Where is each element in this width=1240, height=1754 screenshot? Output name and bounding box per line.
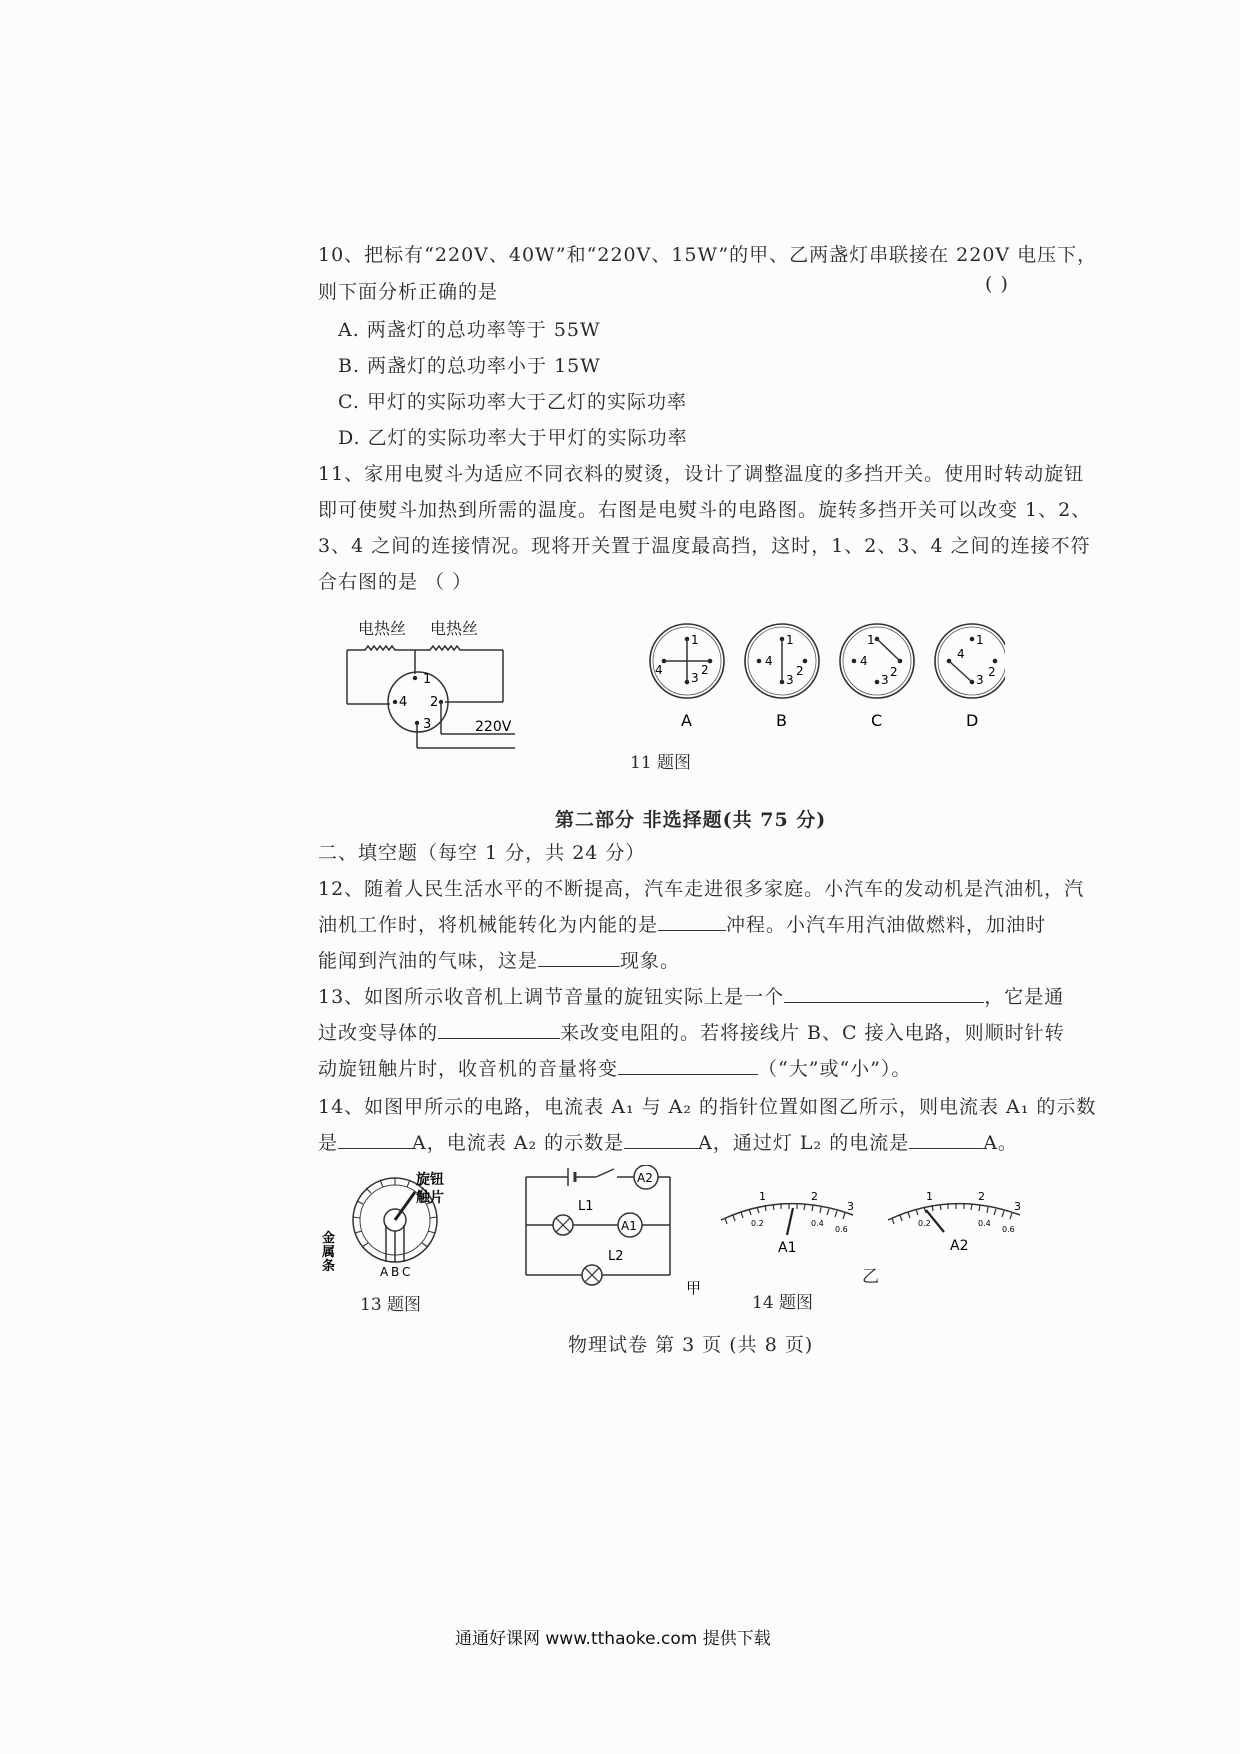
svg-text:3: 3: [881, 673, 889, 687]
q14-m1-tick-3: 3: [847, 1200, 854, 1213]
q14-line2-b: A，电流表 A₂ 的示数是: [412, 1132, 625, 1154]
q14-m2-subtick-3: 0.6: [1002, 1225, 1015, 1234]
q14-circuit-figure: [518, 1165, 713, 1295]
svg-text:2: 2: [988, 665, 996, 679]
q11-dial-b: [745, 624, 819, 698]
q12-line2: [318, 910, 1046, 937]
q13-strip-label-1: 金: [322, 1231, 336, 1246]
q11-wire1-label: 电热丝: [358, 619, 407, 638]
q10-option-d: D. 乙灯的实际功率大于甲灯的实际功率: [338, 427, 688, 449]
q13-strip-label-2: 属: [322, 1245, 336, 1260]
q11-choice-a-label: A: [681, 711, 692, 730]
part2-title: 第二部分 非选择题(共 75 分): [555, 809, 827, 831]
q11-choice-b-label: B: [776, 711, 787, 730]
q13-blank-3[interactable]: [618, 1055, 758, 1075]
q13-blank-1[interactable]: [784, 983, 984, 1003]
q14-lamp-l2-label: L2: [608, 1249, 624, 1264]
q14-meter-a1: [715, 1180, 865, 1260]
q14-m2-tick-1: 1: [926, 1190, 933, 1203]
q14-caption: 14 题图: [752, 1293, 814, 1313]
svg-text:3: 3: [691, 671, 699, 685]
q14-meter-a1-name: A1: [778, 1240, 797, 1256]
svg-text:2: 2: [701, 663, 709, 677]
q14-figure-yi-label: 乙: [862, 1267, 879, 1287]
q14-m2-tick-3: 3: [1014, 1200, 1021, 1213]
svg-text:1: 1: [867, 633, 875, 647]
svg-text:3: 3: [786, 673, 794, 687]
q11-choice-dials: [645, 620, 1005, 730]
q11-caption: 11 题图: [630, 753, 692, 773]
svg-text:2: 2: [796, 664, 804, 678]
svg-text:4: 4: [765, 654, 773, 668]
q11-line3: 3、4 之间的连接情况。现将开关置于温度最高挡，这时，1、2、3、4 之间的连接不符: [318, 535, 1091, 557]
q11-dial-c: [840, 624, 914, 698]
fill-in-section-title: 二、填空题（每空 1 分，共 24 分）: [318, 842, 646, 864]
svg-text:2: 2: [890, 665, 898, 679]
q11-dial-d: [935, 624, 1005, 698]
q12-blank-2[interactable]: [538, 947, 620, 967]
page-footer: 物理试卷 第 3 页 (共 8 页): [568, 1334, 814, 1356]
q14-m2-subtick-1: 0.2: [918, 1219, 931, 1228]
q11-dial-a: [650, 624, 724, 698]
q14-m1-subtick-3: 0.6: [835, 1225, 848, 1234]
q11-terminal-2: 2: [430, 695, 439, 710]
q10-option-c: C. 甲灯的实际功率大于乙灯的实际功率: [338, 391, 687, 413]
q14-line2-c: A，通过灯 L₂ 的电流是: [698, 1132, 910, 1154]
q12-line3-a: 能闻到汽油的气味，这是: [318, 950, 539, 972]
svg-text:1: 1: [786, 633, 794, 647]
q11-line4: 合右图的是 （ ）: [318, 571, 473, 593]
q12-line2-a: 油机工作时，将机械能转化为内能的是: [318, 914, 659, 936]
q13-blank-2[interactable]: [438, 1019, 560, 1039]
q13-caption: 13 题图: [360, 1295, 422, 1315]
q10-answer-paren: ( ): [985, 273, 1009, 295]
q13-line1: [318, 982, 1064, 1009]
q14-m2-subtick-2: 0.4: [978, 1219, 991, 1228]
q11-line1: 11、家用电熨斗为适应不同衣料的熨烫，设计了调整温度的多挡开关。使用时转动旋钮: [318, 463, 1085, 485]
svg-text:4: 4: [860, 654, 868, 668]
q13-contact-label: 触片: [416, 1190, 444, 1206]
q13-line1-a: 13、如图所示收音机上调节音量的旋钮实际上是一个: [318, 986, 785, 1008]
q13-potentiometer-figure: [320, 1170, 470, 1280]
q13-knob-label: 旋钮: [416, 1172, 444, 1188]
q14-m1-subtick-2: 0.4: [811, 1219, 824, 1228]
q12-blank-1[interactable]: [658, 911, 726, 931]
q14-meter-a2-name: A2: [950, 1238, 969, 1254]
q10-option-a: A. 两盏灯的总功率等于 55W: [338, 319, 601, 341]
q14-blank-3[interactable]: [909, 1129, 983, 1149]
q13-strip-label-3: 条: [322, 1259, 336, 1274]
svg-text:1: 1: [976, 633, 984, 647]
svg-text:1: 1: [691, 633, 699, 647]
q14-blank-1[interactable]: [338, 1129, 412, 1149]
q14-line2-a: 是: [318, 1132, 339, 1154]
q14-m1-tick-1: 1: [759, 1190, 766, 1203]
q14-line1: 14、如图甲所示的电路，电流表 A₁ 与 A₂ 的指针位置如图乙所示，则电流表 A₁ 的示数: [318, 1096, 1097, 1118]
svg-text:3: 3: [976, 673, 984, 687]
site-footer[interactable]: 通通好课网 www.tthaoke.com 提供下载: [455, 1629, 771, 1649]
q12-line2-b: 冲程。小汽车用汽油做燃料，加油时: [726, 914, 1047, 936]
q11-choice-c-label: C: [871, 711, 883, 730]
q14-ammeter-a2-label: A2: [637, 1171, 653, 1185]
q13-terminal-b: B: [391, 1265, 400, 1279]
q14-figure-jia-label: 甲: [686, 1279, 702, 1295]
q10-option-b: B. 两盏灯的总功率小于 15W: [338, 355, 601, 377]
q14-m1-tick-2: 2: [811, 1190, 818, 1203]
q13-line3-a: 动旋钮触片时，收音机的音量将变: [318, 1058, 619, 1080]
q11-wire2-label: 电热丝: [430, 619, 479, 638]
q13-line2: [318, 1018, 1065, 1045]
q11-line2: 即可使熨斗加热到所需的温度。右图是电熨斗的电路图。旋转多挡开关可以改变 1、2、: [318, 499, 1092, 521]
q11-terminal-3: 3: [423, 717, 432, 732]
svg-text:4: 4: [655, 663, 663, 677]
q13-line1-b: ，它是通: [984, 986, 1065, 1008]
q14-ammeter-a1-label: A1: [621, 1219, 637, 1233]
q13-line3: [318, 1054, 911, 1081]
q14-blank-2[interactable]: [624, 1129, 698, 1149]
q11-choice-d-label: D: [966, 711, 979, 730]
q13-terminal-a: A: [380, 1265, 389, 1279]
q13-line2-b: 来改变电阻的。若将接线片 B、C 接入电路，则顺时针转: [560, 1022, 1065, 1044]
svg-text:4: 4: [957, 647, 965, 661]
q10-line1: 10、把标有“220V、40W”和“220V、15W”的甲、乙两盏灯串联接在 220V 电压下，: [318, 244, 1098, 266]
q10-line2: 则下面分析正确的是: [318, 281, 499, 303]
q14-lamp-l1-label: L1: [578, 1199, 594, 1214]
q14-meter-a2: [882, 1180, 1032, 1260]
q13-line3-b: （“大”或“小”）。: [758, 1058, 912, 1080]
q11-voltage-label: 220V: [475, 719, 512, 735]
q14-line2-d: A。: [983, 1132, 1018, 1154]
q12-line1: 12、随着人民生活水平的不断提高，汽车走进很多家庭。小汽车的发动机是汽油机，汽: [318, 878, 1085, 900]
q14-line2: [318, 1128, 1018, 1155]
q11-circuit-figure: [335, 618, 525, 758]
q13-line2-a: 过改变导体的: [318, 1022, 439, 1044]
q11-terminal-4: 4: [399, 695, 408, 710]
q14-m1-subtick-1: 0.2: [751, 1219, 764, 1228]
q12-line3: [318, 946, 680, 973]
q11-terminal-1: 1: [423, 672, 432, 687]
q14-m2-tick-2: 2: [978, 1190, 985, 1203]
q13-terminal-c: C: [402, 1265, 411, 1279]
q12-line3-b: 现象。: [620, 950, 681, 972]
